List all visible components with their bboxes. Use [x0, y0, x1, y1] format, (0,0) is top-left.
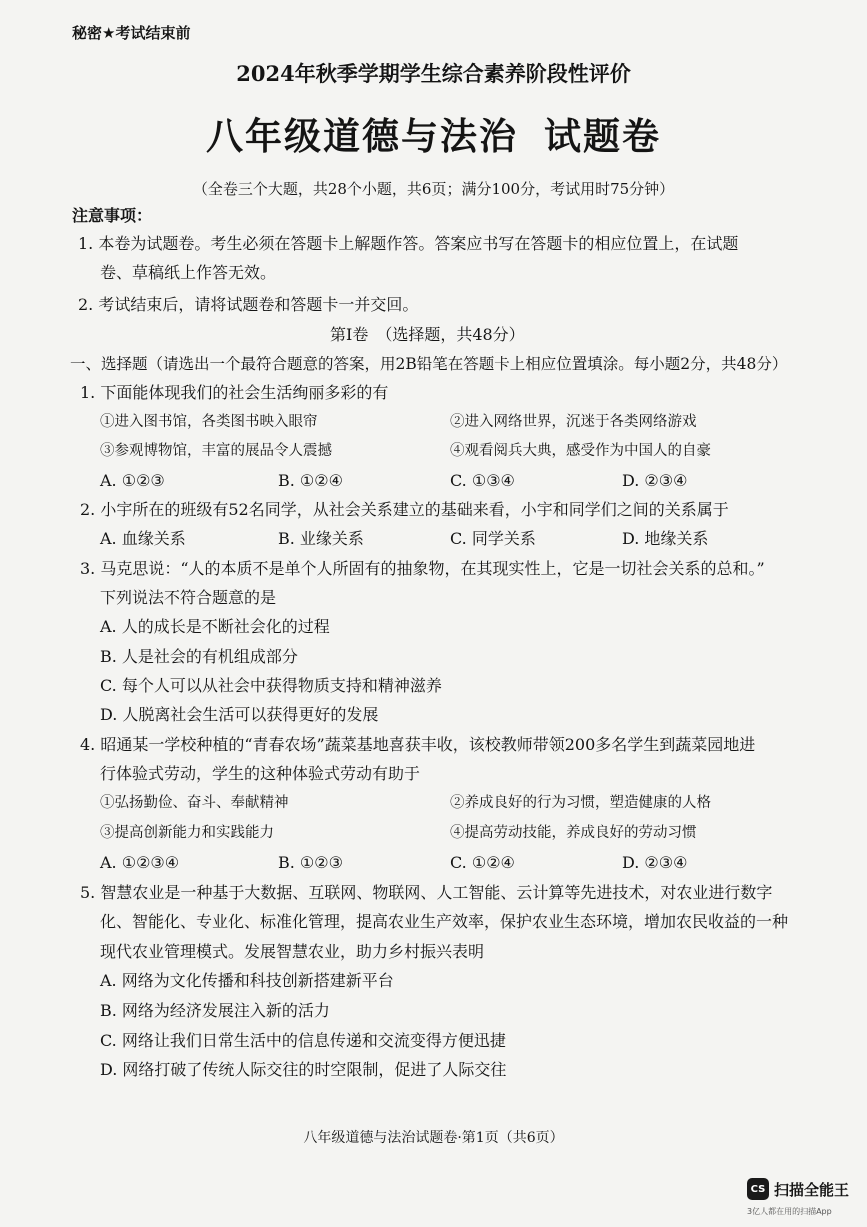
- question-5-stem-cont-1: 化、智能化、专业化、标准化管理，提高农业生产效率，保护农业生态环境，增加农民收益的一种: [100, 912, 789, 931]
- q4-option-d: D. ②③④: [622, 853, 688, 872]
- q2-option-b: B. 业缘关系: [278, 529, 364, 548]
- title-main: 八年级道德与法治: [206, 114, 518, 158]
- q5-option-d: D. 网络打破了传统人际交往的时空限制，促进了人际交往: [100, 1060, 507, 1079]
- exam-title: [0, 106, 867, 160]
- question-5-stem-cont-2: 现代农业管理模式。发展智慧农业，助力乡村振兴表明: [100, 942, 485, 961]
- q5-option-a: A. 网络为文化传播和科技创新搭建新平台: [100, 971, 394, 990]
- scanner-name: 扫描全能王: [774, 1180, 850, 1199]
- notice-item-1-cont: 卷、草稿纸上作答无效。: [100, 263, 277, 282]
- question-4-stem-cont: 行体验式劳动，学生的这种体验式劳动有助于: [100, 764, 421, 783]
- q1-statement-3: ③参观博物馆，丰富的展品令人震撼: [100, 443, 332, 459]
- q1-option-d: D. ②③④: [622, 471, 688, 490]
- question-1-stem: 1. 下面能体现我们的社会生活绚丽多彩的有: [80, 383, 389, 402]
- section-title: 一、选择题（请选出一个最符合题意的答案，用2B铅笔在答题卡上相应位置填涂。每小题2分，共48分）: [70, 355, 788, 373]
- scanner-tagline: 3亿人都在用的扫描App: [747, 1207, 832, 1216]
- title-suffix: 试题卷: [544, 114, 661, 158]
- notice-item-2: 2. 考试结束后，请将试题卷和答题卡一并交回。: [78, 295, 419, 314]
- q4-option-b: B. ①②③: [278, 853, 343, 872]
- question-5-stem: 5. 智慧农业是一种基于大数据、互联网、物联网、人工智能、云计算等先进技术，对农业进行数字: [80, 883, 773, 902]
- q4-statement-4: ④提高劳动技能，养成良好的劳动习惯: [450, 825, 697, 841]
- q4-option-c: C. ①②④: [450, 853, 515, 872]
- q2-option-c: C. 同学关系: [450, 529, 536, 548]
- q2-option-d: D. 地缘关系: [622, 529, 709, 548]
- q1-option-c: C. ①③④: [450, 471, 515, 490]
- question-3-stem: 3. 马克思说：“人的本质不是单个人所固有的抽象物，在其现实性上，它是一切社会关系的总和。”: [80, 559, 765, 578]
- question-3-stem-cont: 下列说法不符合题意的是: [100, 588, 277, 607]
- q4-statement-1: ①弘扬勤俭、奋斗、奉献精神: [100, 795, 289, 811]
- notice-heading: 注意事项：: [72, 206, 153, 225]
- notice-item-1: 1. 本卷为试题卷。考生必须在答题卡上解题作答。答案应书写在答题卡的相应位置上，在试题: [78, 234, 739, 253]
- secret-label: 秘密★考试结束前: [72, 24, 191, 42]
- q1-statement-2: ②进入网络世界，沉迷于各类网络游戏: [450, 414, 697, 430]
- part-title: 第Ⅰ卷 （选择题，共48分）: [330, 325, 525, 344]
- q5-option-c: C. 网络让我们日常生活中的信息传递和交流变得方便迅捷: [100, 1031, 506, 1050]
- question-2-stem: 2. 小宇所在的班级有52名同学，从社会关系建立的基础来看，小宇和同学们之间的关系属于: [80, 500, 729, 519]
- q4-statement-2: ②养成良好的行为习惯，塑造健康的人格: [450, 795, 711, 811]
- q1-option-b: B. ①②④: [278, 471, 343, 490]
- exam-info: （全卷三个大题，共28个小题，共6页；满分100分，考试用时75分钟）: [192, 180, 675, 198]
- q3-option-b: B. 人是社会的有机组成部分: [100, 647, 298, 666]
- q1-statement-1: ①进入图书馆，各类图书映入眼帘: [100, 414, 318, 430]
- q3-option-a: A. 人的成长是不断社会化的过程: [100, 617, 330, 636]
- q5-option-b: B. 网络为经济发展注入新的活力: [100, 1001, 330, 1020]
- page-footer: 八年级道德与法治试题卷·第1页（共6页）: [303, 1130, 564, 1146]
- scanner-watermark: [747, 1178, 849, 1200]
- q1-statement-4: ④观看阅兵大典，感受作为中国人的自豪: [450, 443, 711, 459]
- q3-option-d: D. 人脱离社会生活可以获得更好的发展: [100, 705, 379, 724]
- exam-subtitle: 2024年秋季学期学生综合素养阶段性评价: [236, 61, 631, 86]
- q4-statement-3: ③提高创新能力和实践能力: [100, 825, 274, 841]
- question-4-stem: 4. 昭通某一学校种植的“青春农场”蔬菜基地喜获丰收，该校教师带领200多名学生到蔬菜园地进: [80, 735, 756, 754]
- q1-option-a: A. ①②③: [100, 471, 165, 490]
- q3-option-c: C. 每个人可以从社会中获得物质支持和精神滋养: [100, 676, 442, 695]
- q2-option-a: A. 血缘关系: [100, 529, 186, 548]
- q4-option-a: A. ①②③④: [100, 853, 180, 872]
- scanner-logo-icon: CS: [747, 1178, 769, 1200]
